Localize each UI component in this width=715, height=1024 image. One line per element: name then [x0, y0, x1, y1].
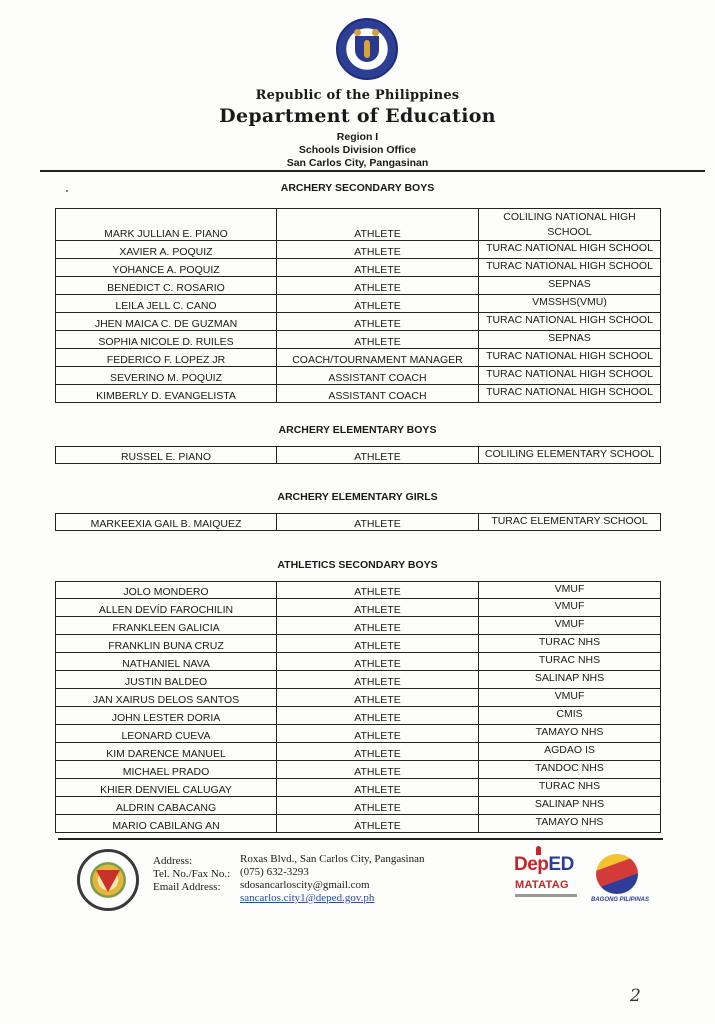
triangle-emblem-icon: [96, 870, 120, 892]
section-title: ARCHERY ELEMENTARY GIRLS: [277, 491, 438, 503]
page-number: 2: [630, 986, 641, 1006]
name-cell: RUSSEL E. PIANO: [56, 447, 277, 464]
school-cell: COLILING ELEMENTARY SCHOOL: [479, 447, 661, 464]
school-cell: SEPNAS: [479, 277, 661, 295]
schools-division-office-seal-icon: [77, 849, 139, 911]
department-heading: Department of Education: [219, 105, 496, 127]
deped-matatag-logo: [512, 846, 582, 904]
name-cell: LEILA JELL C. CANO: [56, 295, 277, 313]
name-cell: NATHANIEL NAVA: [56, 653, 277, 671]
matatag-wordmark: MATATAG: [515, 879, 569, 891]
deped-wordmark: [514, 854, 574, 876]
section-title: ARCHERY SECONDARY BOYS: [280, 182, 435, 194]
table-row: [56, 447, 661, 464]
footer-divider: [58, 838, 663, 840]
role-cell: ATHLETE: [277, 241, 479, 259]
table-row: [56, 331, 661, 349]
role-cell: ATHLETE: [277, 599, 479, 617]
table-row: [56, 617, 661, 635]
republic-heading: Republic of the Philippines: [255, 88, 460, 103]
section-title: ARCHERY ELEMENTARY BOYS: [278, 424, 437, 436]
role-cell: ATHLETE: [277, 653, 479, 671]
role-cell: ATHLETE: [277, 725, 479, 743]
name-cell: MARK JULLIAN E. PIANO: [56, 209, 277, 241]
email-label: Email Address:: [153, 881, 221, 893]
name-cell: MARIO CABILANG AN: [56, 815, 277, 833]
role-cell: ATHLETE: [277, 209, 479, 241]
role-cell: ATHLETE: [277, 617, 479, 635]
region-label: Region I: [336, 131, 379, 143]
role-cell: ATHLETE: [277, 259, 479, 277]
school-cell: VMSSHS(VMU): [479, 295, 661, 313]
table-row: [56, 635, 661, 653]
bagong-pilipinas-logo: [588, 844, 652, 906]
name-cell: XAVIER A. POQUIZ: [56, 241, 277, 259]
torch-icon: [354, 29, 361, 36]
role-cell: COACH/TOURNAMENT MANAGER: [277, 349, 479, 367]
name-cell: JAN XAIRUS DELOS SANTOS: [56, 689, 277, 707]
header-divider: [40, 170, 705, 172]
name-cell: MICHAEL PRADO: [56, 761, 277, 779]
name-cell: YOHANCE A. POQUIZ: [56, 259, 277, 277]
role-cell: ATHLETE: [277, 582, 479, 599]
role-cell: ATHLETE: [277, 779, 479, 797]
name-cell: KIMBERLY D. EVANGELISTA: [56, 385, 277, 403]
name-cell: LEONARD CUEVA: [56, 725, 277, 743]
school-cell: TANDOC NHS: [479, 761, 661, 779]
table-row: [56, 761, 661, 779]
name-cell: KIM DARENCE MANUEL: [56, 743, 277, 761]
role-cell: ATHLETE: [277, 635, 479, 653]
name-cell: SEVERINO M. POQUIZ: [56, 367, 277, 385]
table-row: [56, 241, 661, 259]
table-row: [56, 209, 661, 241]
matatag-tagline: [515, 894, 577, 897]
name-cell: ALLEN DEVÍD FAROCHILIN: [56, 599, 277, 617]
table-row: [56, 385, 661, 403]
address-label: Address:: [153, 855, 193, 867]
school-cell: SALINAP NHS: [479, 797, 661, 815]
name-cell: KHIER DENVIEL CALUGAY: [56, 779, 277, 797]
role-cell: ATHLETE: [277, 797, 479, 815]
roster-table-athletics-secondary-boys: [55, 581, 661, 833]
school-cell: VMUF: [479, 599, 661, 617]
school-cell: AGDAO IS: [479, 743, 661, 761]
school-cell: TURAC NATIONAL HIGH SCHOOL: [479, 313, 661, 331]
roster-table-archery-secondary-boys: [55, 208, 661, 403]
roster-table-archery-elementary-boys: [55, 446, 661, 464]
role-cell: ATHLETE: [277, 277, 479, 295]
school-cell: TURAC NATIONAL HIGH SCHOOL: [479, 349, 661, 367]
tel-label: Tel. No./Fax No.:: [153, 868, 231, 880]
role-cell: ATHLETE: [277, 295, 479, 313]
email-deped-link[interactable]: sancarlos.city1@deped.gov.ph: [240, 892, 375, 904]
table-row: [56, 653, 661, 671]
email-gmail[interactable]: sdosancarloscity@gmail.com: [240, 879, 370, 891]
name-cell: BENEDICT C. ROSARIO: [56, 277, 277, 295]
city-label: San Carlos City, Pangasinan: [286, 157, 429, 169]
school-cell: TURAC NHS: [479, 653, 661, 671]
name-cell: JOHN LESTER DORIA: [56, 707, 277, 725]
school-cell: VMUF: [479, 689, 661, 707]
name-cell: JUSTIN BALDEO: [56, 671, 277, 689]
bagong-pilipinas-text: BAGONG PILIPINAS: [590, 897, 649, 903]
table-row: [56, 707, 661, 725]
role-cell: ATHLETE: [277, 743, 479, 761]
school-cell: SALINAP NHS: [479, 671, 661, 689]
table-row: [56, 743, 661, 761]
role-cell: ATHLETE: [277, 514, 479, 531]
table-row: [56, 349, 661, 367]
table-row: [56, 725, 661, 743]
name-cell: FRANKLIN BUNA CRUZ: [56, 635, 277, 653]
role-cell: ATHLETE: [277, 815, 479, 833]
deped-wordmark-ed: ED: [548, 854, 574, 875]
shield-icon: [355, 36, 379, 62]
school-cell: TURAC NATIONAL HIGH SCHOOL: [479, 241, 661, 259]
role-cell: ATHLETE: [277, 671, 479, 689]
name-cell: FRANKLEEN GALICIA: [56, 617, 277, 635]
section-title: ATHLETICS SECONDARY BOYS: [277, 559, 438, 571]
role-cell: ATHLETE: [277, 689, 479, 707]
school-cell: TAMAYO NHS: [479, 815, 661, 833]
office-label: Schools Division Office: [298, 144, 417, 156]
deped-wordmark-dep: Dep: [514, 854, 549, 875]
school-cell: VMUF: [479, 582, 661, 599]
table-row: [56, 277, 661, 295]
name-cell: SOPHIA NICOLE D. RUILES: [56, 331, 277, 349]
name-cell: JHEN MAICA C. DE GUZMAN: [56, 313, 277, 331]
name-cell: ALDRIN CABACANG: [56, 797, 277, 815]
school-cell: TURAC ELEMENTARY SCHOOL: [479, 514, 661, 531]
school-cell: TURAC NHS: [479, 635, 661, 653]
school-cell: TAMAYO NHS: [479, 725, 661, 743]
table-row: [56, 671, 661, 689]
school-cell: TURAC NHS: [479, 779, 661, 797]
table-row: [56, 313, 661, 331]
school-cell: TURAC NATIONAL HIGH SCHOOL: [479, 367, 661, 385]
table-row: [56, 779, 661, 797]
table-row: [56, 295, 661, 313]
table-row: [56, 259, 661, 277]
tel-value: (075) 632-3293: [240, 866, 309, 878]
table-row: [56, 797, 661, 815]
table-row: [56, 689, 661, 707]
roster-table-archery-elementary-girls: [55, 513, 661, 531]
school-cell: SEPNAS: [479, 331, 661, 349]
role-cell: ASSISTANT COACH: [277, 385, 479, 403]
role-cell: ATHLETE: [277, 707, 479, 725]
name-cell: MARKEEXIA GAIL B. MAIQUEZ: [56, 514, 277, 531]
role-cell: ATHLETE: [277, 331, 479, 349]
torch-icon: [372, 29, 379, 36]
table-row: [56, 815, 661, 833]
school-cell: TURAC NATIONAL HIGH SCHOOL: [479, 385, 661, 403]
address-value: Roxas Blvd., San Carlos City, Pangasinan: [240, 853, 425, 865]
table-row: [56, 514, 661, 531]
deped-seal-icon: [336, 18, 398, 80]
role-cell: ATHLETE: [277, 447, 479, 464]
name-cell: FEDERICO F. LOPEZ JR: [56, 349, 277, 367]
sun-flag-icon: [596, 854, 638, 894]
table-row: [56, 582, 661, 599]
role-cell: ATHLETE: [277, 313, 479, 331]
role-cell: ATHLETE: [277, 761, 479, 779]
school-cell: COLILING NATIONAL HIGH SCHOOL: [479, 209, 661, 241]
school-cell: VMUF: [479, 617, 661, 635]
school-cell: CMIS: [479, 707, 661, 725]
table-row: [56, 599, 661, 617]
role-cell: ASSISTANT COACH: [277, 367, 479, 385]
table-row: [56, 367, 661, 385]
name-cell: JOLO MONDERO: [56, 582, 277, 599]
school-cell: TURAC NATIONAL HIGH SCHOOL: [479, 259, 661, 277]
